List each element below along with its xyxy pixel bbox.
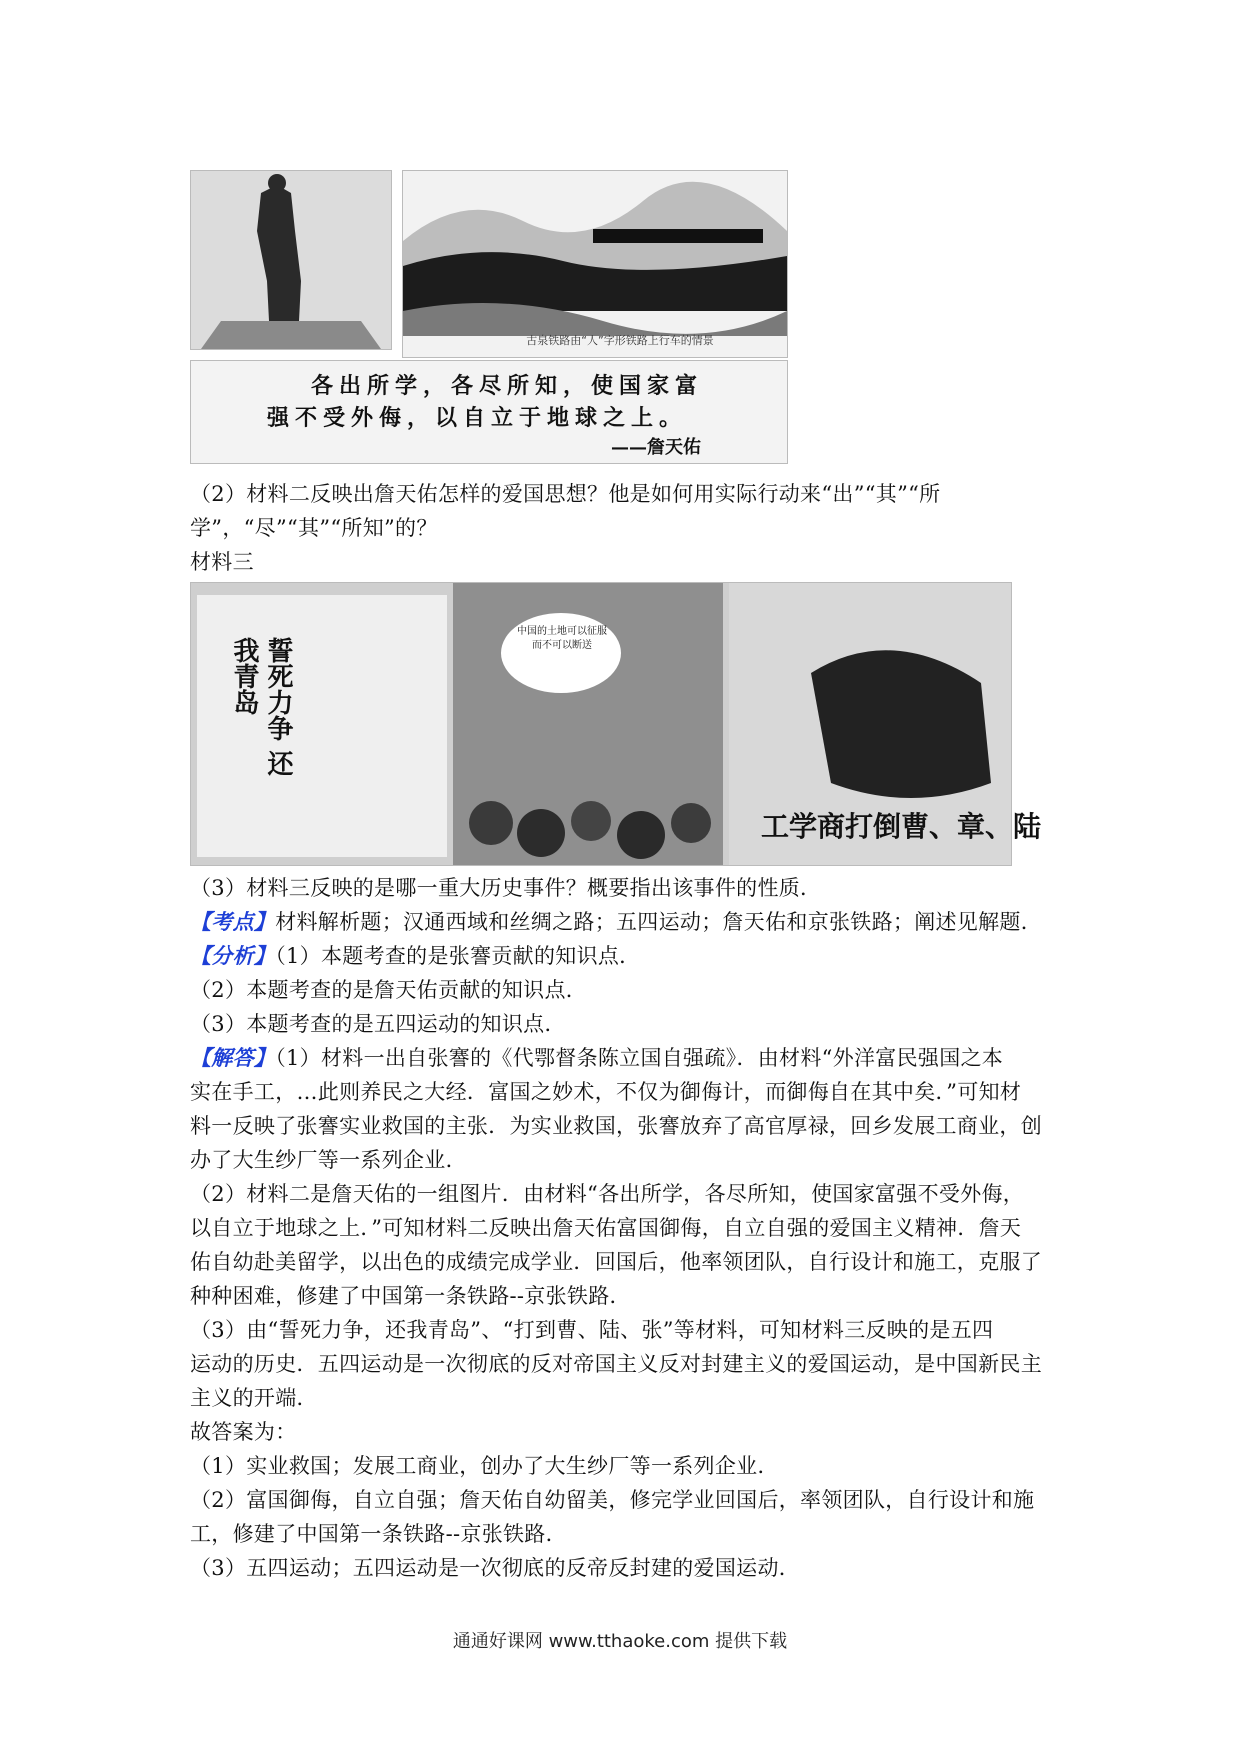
bottom-slogan-text: 工学商打倒曹、章、陆: [761, 810, 1042, 843]
question-2-line-2: 学”，“尽”“其”“所知”的？: [190, 516, 438, 540]
quote-line-1: 各出所学，各尽所知，使国家富: [311, 373, 704, 399]
fenxi-text-3: （3）本题考查的是五四运动的知识点．: [190, 1012, 566, 1036]
quote-author: ——詹天佑: [611, 437, 701, 458]
answer-label: 故答案为：: [190, 1420, 297, 1444]
poster-left-text: 誓死力争 还我青岛: [229, 637, 293, 777]
jieda-text-5: （2）材料二是詹天佑的一组图片．由材料“各出所学，各尽所知，使国家富强不受外侮，: [190, 1182, 1025, 1206]
quote-line-2: 强不受外侮，以自立于地球之上。: [267, 405, 688, 431]
figure-quote-board: [190, 360, 788, 464]
banner-center-text: 中国的土地可以征服而不可以断送: [517, 626, 607, 651]
jieda-text-10: 运动的历史．五四运动是一次彻底的反对帝国主义反对封建主义的爱国运动，是中国新民主: [190, 1352, 1042, 1376]
jieda-text-2: 实在手工，…此则养民之大经．富国之妙术，不仅为御侮计，而御侮自在其中矣．”可知材: [190, 1080, 1022, 1104]
question-3-line: （3）材料三反映的是哪一重大历史事件？概要指出该事件的性质．: [190, 876, 822, 900]
railway-icon: [403, 171, 787, 357]
jieda-text-6: 以自立于地球之上．”可知材料二反映出詹天佑富国御侮，自立自强的爱国主义精神．詹天: [190, 1216, 1022, 1240]
fenxi-text-1: （1）本题考查的是张謇贡献的知识点．: [275, 944, 641, 968]
fenxi-text-2: （2）本题考查的是詹天佑贡献的知识点．: [190, 978, 588, 1002]
jieda-text-7: 佑自幼赴美留学，以出色的成绩完成学业．回国后，他率领团队，自行设计和施工，克服了: [190, 1250, 1042, 1274]
kaodian-text: 材料解析题；汉通西域和丝绸之路；五四运动；詹天佑和京张铁路；阐述见解题．: [275, 910, 1042, 934]
answer-3: （3）五四运动；五四运动是一次彻底的反帝反封建的爱国运动．: [190, 1556, 801, 1580]
figure1-caption: 古泉铁路由“人”字形铁路上行车的情景: [526, 334, 714, 347]
jieda-text-9: （3）由“誓死力争，还我青岛”、“打到曹、陆、张”等材料，可知材料三反映的是五四: [190, 1318, 994, 1342]
footer-text: 通通好课网 www.tthaoke.com 提供下载: [452, 1631, 788, 1652]
question-2-line-1: （2）材料二反映出詹天佑怎样的爱国思想？他是如何用实际行动来“出”“其”“所: [190, 482, 941, 506]
jieda-text-8: 种种困难，修建了中国第一条铁路--京张铁路．: [190, 1284, 631, 1308]
jieda-text-3: 料一反映了张謇实业救国的主张．为实业救国，张謇放弃了高官厚禄，回乡发展工商业，创: [190, 1114, 1042, 1138]
fenxi-line: [190, 940, 1070, 972]
jieda-text-11: 主义的开端．: [190, 1386, 318, 1410]
figure-railway-sketch: [402, 170, 788, 358]
kaodian-line: [190, 906, 1070, 938]
jieda-text-1: （1）材料一出自张謇的《代鄂督条陈立国自强疏》．由材料“外洋富民强国之本: [275, 1046, 1004, 1070]
material-3-label: 材料三: [190, 550, 254, 574]
jieda-line-1: [190, 1042, 1070, 1074]
kaodian-tag: 【考点】: [190, 909, 276, 934]
jieda-tag: 【解答】: [190, 1045, 276, 1070]
jieda-text-4: 办了大生纱厂等一系列企业．: [190, 1148, 467, 1172]
statue-icon: [191, 171, 391, 349]
answer-1: （1）实业救国；发展工商业，创办了大生纱厂等一系列企业．: [190, 1454, 779, 1478]
answer-2-line-2: 工，修建了中国第一条铁路--京张铁路．: [190, 1522, 567, 1546]
figure-may-fourth-collage: [190, 582, 1042, 866]
fenxi-tag: 【分析】: [190, 943, 276, 968]
answer-2-line-1: （2）富国御侮，自立自强；詹天佑自幼留美，修完学业回国后，率领团队，自行设计和施: [190, 1488, 1035, 1512]
figure-statue-photo: [190, 170, 392, 350]
